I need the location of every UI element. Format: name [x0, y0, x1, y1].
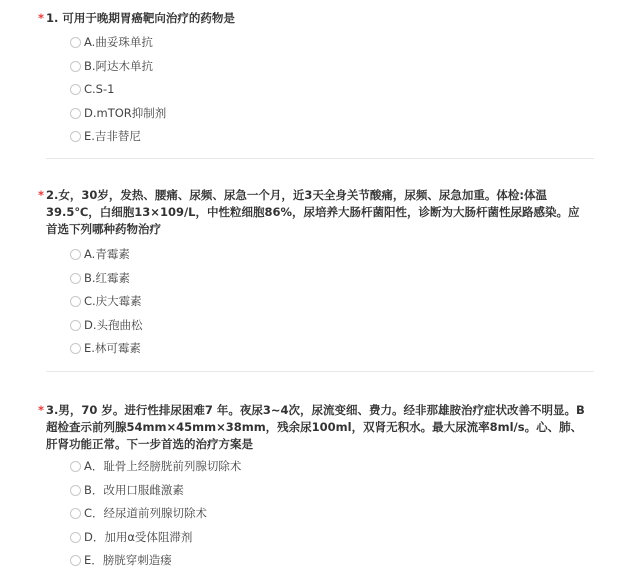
option-c[interactable]: [70, 293, 142, 309]
option-d[interactable]: [70, 105, 166, 121]
option-b[interactable]: [70, 270, 130, 286]
radio-icon[interactable]: [70, 61, 81, 72]
radio-icon[interactable]: [70, 249, 81, 260]
radio-icon[interactable]: [70, 555, 81, 566]
question-title: [38, 187, 586, 238]
required-asterisk: *: [38, 403, 45, 417]
radio-icon[interactable]: [70, 508, 81, 519]
option-label: B.红霉素: [84, 271, 131, 285]
question-title: [38, 10, 586, 27]
option-a[interactable]: [70, 458, 241, 474]
radio-icon[interactable]: [70, 343, 81, 354]
question-text: 1. 可用于晚期胃癌靶向治疗的药物是: [46, 11, 235, 25]
option-e[interactable]: [70, 340, 141, 356]
radio-icon[interactable]: [70, 532, 81, 543]
radio-icon[interactable]: [70, 461, 81, 472]
option-label: B.阿达木单抗: [84, 59, 154, 73]
option-b[interactable]: [70, 482, 184, 498]
radio-icon[interactable]: [70, 84, 81, 95]
required-asterisk: *: [38, 188, 45, 202]
option-label: D.头孢曲松: [84, 318, 143, 332]
radio-icon[interactable]: [70, 108, 81, 119]
question-title: [38, 402, 586, 453]
option-label: E．膀胱穿刺造瘘: [84, 553, 172, 567]
option-a[interactable]: [70, 246, 130, 262]
option-label: E.林可霉素: [84, 341, 141, 355]
radio-icon[interactable]: [70, 131, 81, 142]
option-c[interactable]: [70, 505, 207, 521]
option-label: D.mTOR抑制剂: [84, 106, 167, 120]
option-label: D．加用α受体阻滞剂: [84, 530, 193, 544]
option-label: B．改用口服雌激素: [84, 483, 184, 497]
question-text: 3.男，70 岁。进行性排尿困难7 年。夜尿3~4次，尿流变细、费力。经非那雄胺治疗症状改善不明显。B超检查示前列腺54mm×45mm×38mm，残余尿100ml，双肾无积水。最大尿流率8ml/s。心、肺、肝肾功能正常。下一步首选的治疗方案是: [46, 403, 585, 451]
option-d[interactable]: [70, 317, 143, 333]
option-label: C.庆大霉素: [84, 294, 142, 308]
divider: [46, 158, 594, 159]
option-label: A．耻骨上经膀胱前列腺切除术: [84, 459, 242, 473]
radio-icon[interactable]: [70, 485, 81, 496]
radio-icon[interactable]: [70, 37, 81, 48]
option-label: A.曲妥珠单抗: [84, 35, 153, 49]
radio-icon[interactable]: [70, 320, 81, 331]
option-label: A.青霉素: [84, 247, 130, 261]
option-e[interactable]: [70, 552, 172, 568]
required-asterisk: *: [38, 11, 45, 25]
radio-icon[interactable]: [70, 273, 81, 284]
option-label: C．经尿道前列腺切除术: [84, 506, 208, 520]
option-a[interactable]: [70, 34, 153, 50]
option-d[interactable]: [70, 529, 192, 545]
divider: [46, 371, 594, 372]
option-e[interactable]: [70, 128, 141, 144]
option-label: C.S-1: [84, 82, 115, 96]
option-c[interactable]: [70, 81, 114, 97]
option-label: E.吉非替尼: [84, 129, 141, 143]
radio-icon[interactable]: [70, 296, 81, 307]
option-b[interactable]: [70, 58, 153, 74]
question-text: 2.女，30岁，发热、腰痛、尿频、尿急一个月，近3天全身关节酸痛，尿频、尿急加重。体检:体温39.5℃，白细胞13×109/L，中性粒细胞86%，尿培养大肠杆菌阳性，诊断为大肠杆菌性尿路感染。应首选下列哪种药物治疗: [46, 188, 580, 236]
